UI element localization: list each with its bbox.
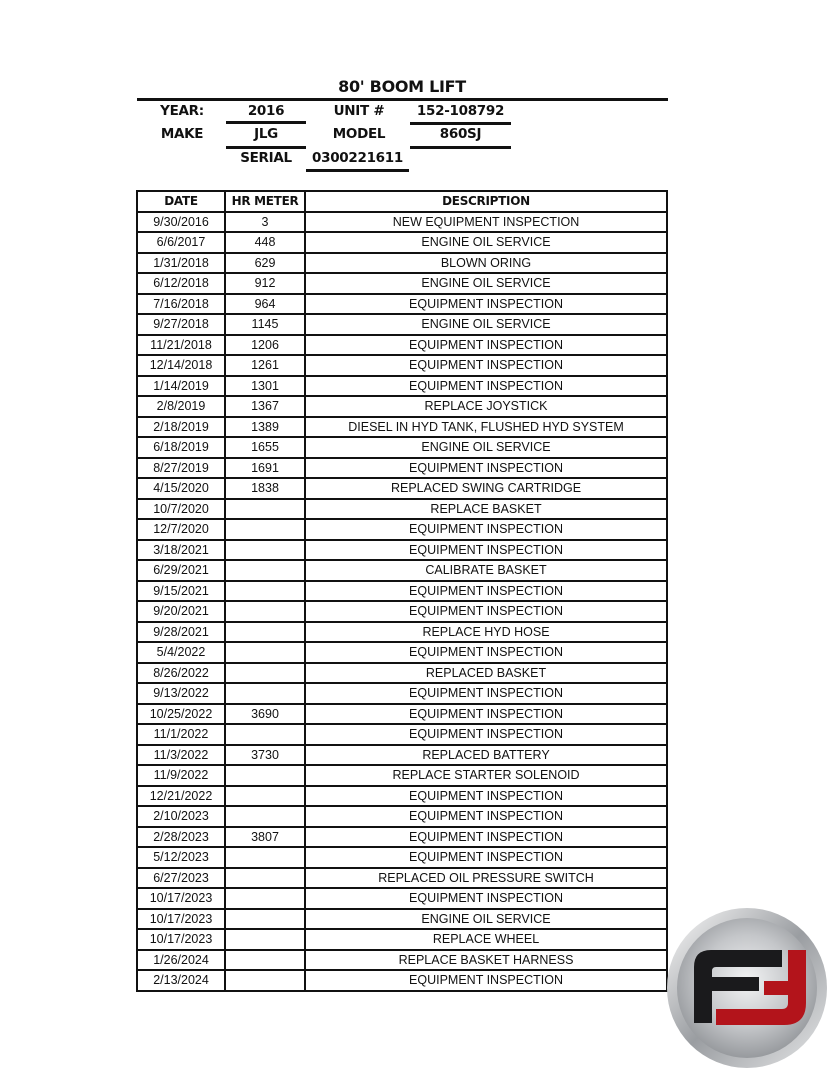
cell-hr-meter [225, 581, 305, 602]
unit-value: 152-108792 [416, 103, 505, 119]
cell-description: REPLACE BASKET HARNESS [305, 950, 667, 971]
cell-hr-meter: 1691 [225, 458, 305, 479]
cell-description: REPLACED SWING CARTRIDGE [305, 478, 667, 499]
cell-date: 2/10/2023 [137, 806, 225, 827]
table-row [137, 786, 667, 807]
cell-hr-meter: 3 [225, 212, 305, 233]
cell-date: 9/15/2021 [137, 581, 225, 602]
cell-hr-meter: 912 [225, 273, 305, 294]
cell-description: EQUIPMENT INSPECTION [305, 704, 667, 725]
cell-hr-meter [225, 560, 305, 581]
cell-hr-meter [225, 683, 305, 704]
cell-description: CALIBRATE BASKET [305, 560, 667, 581]
cell-hr-meter [225, 847, 305, 868]
cell-date: 1/31/2018 [137, 253, 225, 274]
table-row [137, 601, 667, 622]
table-row [137, 868, 667, 889]
cell-hr-meter: 1389 [225, 417, 305, 438]
cell-hr-meter [225, 642, 305, 663]
table-row [137, 396, 667, 417]
serial-value: 0300221611 [312, 150, 403, 166]
cell-hr-meter: 1145 [225, 314, 305, 335]
cell-description: EQUIPMENT INSPECTION [305, 806, 667, 827]
cell-hr-meter: 448 [225, 232, 305, 253]
cell-date: 10/17/2023 [137, 929, 225, 950]
cell-date: 11/21/2018 [137, 335, 225, 356]
cell-date: 6/29/2021 [137, 560, 225, 581]
cell-hr-meter [225, 765, 305, 786]
table-row [137, 355, 667, 376]
table-row [137, 212, 667, 233]
cell-date: 9/28/2021 [137, 622, 225, 643]
table-row [137, 499, 667, 520]
cell-description: EQUIPMENT INSPECTION [305, 581, 667, 602]
cell-hr-meter [225, 540, 305, 561]
cell-date: 11/9/2022 [137, 765, 225, 786]
table-header-row [137, 191, 667, 212]
cell-hr-meter [225, 601, 305, 622]
cell-date: 12/14/2018 [137, 355, 225, 376]
cell-description: EQUIPMENT INSPECTION [305, 970, 667, 991]
cell-hr-meter [225, 950, 305, 971]
table-row [137, 540, 667, 561]
cell-hr-meter: 629 [225, 253, 305, 274]
maintenance-log-table [136, 190, 668, 992]
year-value: 2016 [247, 103, 285, 119]
cell-date: 5/12/2023 [137, 847, 225, 868]
year-label: YEAR: [160, 103, 204, 119]
table-row [137, 704, 667, 725]
table-body [137, 212, 667, 991]
cell-hr-meter [225, 929, 305, 950]
cell-date: 1/14/2019 [137, 376, 225, 397]
cell-description: REPLACED OIL PRESSURE SWITCH [305, 868, 667, 889]
cell-date: 6/6/2017 [137, 232, 225, 253]
make-underline [226, 146, 306, 149]
cell-description: REPLACE WHEEL [305, 929, 667, 950]
cell-date: 11/3/2022 [137, 745, 225, 766]
cell-hr-meter [225, 868, 305, 889]
cell-date: 2/18/2019 [137, 417, 225, 438]
fj-logo-icon [664, 905, 828, 1071]
column-header-description: DESCRIPTION [305, 191, 667, 212]
cell-description: EQUIPMENT INSPECTION [305, 888, 667, 909]
cell-description: REPLACED BASKET [305, 663, 667, 684]
cell-hr-meter [225, 909, 305, 930]
table-row [137, 253, 667, 274]
column-header-hr-meter: HR METER [225, 191, 305, 212]
cell-description: EQUIPMENT INSPECTION [305, 642, 667, 663]
table-row [137, 663, 667, 684]
cell-date: 2/8/2019 [137, 396, 225, 417]
cell-date: 2/13/2024 [137, 970, 225, 991]
cell-hr-meter [225, 499, 305, 520]
table-row [137, 642, 667, 663]
cell-hr-meter [225, 970, 305, 991]
table-row [137, 376, 667, 397]
cell-description: ENGINE OIL SERVICE [305, 909, 667, 930]
cell-description: ENGINE OIL SERVICE [305, 437, 667, 458]
make-value: JLG [254, 126, 278, 142]
cell-date: 6/18/2019 [137, 437, 225, 458]
cell-hr-meter: 1367 [225, 396, 305, 417]
table-row [137, 888, 667, 909]
cell-description: EQUIPMENT INSPECTION [305, 683, 667, 704]
cell-description: EQUIPMENT INSPECTION [305, 827, 667, 848]
cell-date: 8/26/2022 [137, 663, 225, 684]
cell-date: 10/7/2020 [137, 499, 225, 520]
table-row [137, 581, 667, 602]
table-row [137, 335, 667, 356]
serial-underline [306, 169, 409, 172]
cell-description: EQUIPMENT INSPECTION [305, 519, 667, 540]
cell-description: REPLACE HYD HOSE [305, 622, 667, 643]
cell-description: REPLACE BASKET [305, 499, 667, 520]
cell-date: 6/27/2023 [137, 868, 225, 889]
cell-hr-meter [225, 622, 305, 643]
cell-hr-meter [225, 888, 305, 909]
table-row [137, 806, 667, 827]
cell-description: REPLACE STARTER SOLENOID [305, 765, 667, 786]
table-row [137, 909, 667, 930]
cell-date: 2/28/2023 [137, 827, 225, 848]
document-title: 80' BOOM LIFT [338, 77, 466, 96]
model-underline [410, 146, 511, 149]
year-underline [226, 121, 306, 124]
cell-description: NEW EQUIPMENT INSPECTION [305, 212, 667, 233]
cell-description: EQUIPMENT INSPECTION [305, 355, 667, 376]
cell-hr-meter [225, 724, 305, 745]
table-row [137, 970, 667, 991]
cell-hr-meter: 3690 [225, 704, 305, 725]
cell-date: 3/18/2021 [137, 540, 225, 561]
cell-description: REPLACE JOYSTICK [305, 396, 667, 417]
table-row [137, 929, 667, 950]
table-row [137, 765, 667, 786]
cell-date: 5/4/2022 [137, 642, 225, 663]
cell-description: ENGINE OIL SERVICE [305, 273, 667, 294]
cell-description: EQUIPMENT INSPECTION [305, 847, 667, 868]
cell-hr-meter [225, 786, 305, 807]
table-row [137, 519, 667, 540]
cell-hr-meter: 1838 [225, 478, 305, 499]
column-header-date: DATE [137, 191, 225, 212]
table-row [137, 294, 667, 315]
cell-date: 9/27/2018 [137, 314, 225, 335]
table-row [137, 417, 667, 438]
table-row [137, 232, 667, 253]
cell-description: EQUIPMENT INSPECTION [305, 458, 667, 479]
cell-hr-meter: 1206 [225, 335, 305, 356]
table-row [137, 560, 667, 581]
table-row [137, 745, 667, 766]
cell-hr-meter [225, 663, 305, 684]
table-row [137, 458, 667, 479]
serial-label: SERIAL [240, 150, 292, 166]
cell-description: EQUIPMENT INSPECTION [305, 540, 667, 561]
cell-date: 7/16/2018 [137, 294, 225, 315]
table-row [137, 683, 667, 704]
cell-hr-meter: 3807 [225, 827, 305, 848]
cell-description: EQUIPMENT INSPECTION [305, 376, 667, 397]
model-value: 860SJ [439, 126, 482, 142]
unit-label: UNIT # [333, 103, 385, 119]
table-row [137, 273, 667, 294]
cell-description: EQUIPMENT INSPECTION [305, 724, 667, 745]
model-label: MODEL [332, 126, 386, 142]
cell-date: 10/17/2023 [137, 888, 225, 909]
cell-description: EQUIPMENT INSPECTION [305, 786, 667, 807]
cell-date: 9/20/2021 [137, 601, 225, 622]
cell-date: 11/1/2022 [137, 724, 225, 745]
table-row [137, 622, 667, 643]
cell-date: 10/17/2023 [137, 909, 225, 930]
cell-date: 1/26/2024 [137, 950, 225, 971]
cell-date: 8/27/2019 [137, 458, 225, 479]
cell-description: EQUIPMENT INSPECTION [305, 294, 667, 315]
table-row [137, 478, 667, 499]
table-row [137, 847, 667, 868]
cell-description: EQUIPMENT INSPECTION [305, 601, 667, 622]
unit-underline [410, 122, 511, 125]
cell-date: 9/30/2016 [137, 212, 225, 233]
title-rule [137, 98, 668, 101]
table-row [137, 314, 667, 335]
cell-date: 12/21/2022 [137, 786, 225, 807]
cell-description: ENGINE OIL SERVICE [305, 314, 667, 335]
table-row [137, 724, 667, 745]
cell-description: REPLACED BATTERY [305, 745, 667, 766]
table-row [137, 950, 667, 971]
cell-description: ENGINE OIL SERVICE [305, 232, 667, 253]
table-row [137, 437, 667, 458]
make-label: MAKE [160, 126, 204, 142]
cell-description: BLOWN ORING [305, 253, 667, 274]
cell-date: 10/25/2022 [137, 704, 225, 725]
cell-hr-meter: 3730 [225, 745, 305, 766]
cell-hr-meter [225, 806, 305, 827]
cell-hr-meter: 1301 [225, 376, 305, 397]
cell-description: DIESEL IN HYD TANK, FLUSHED HYD SYSTEM [305, 417, 667, 438]
cell-hr-meter: 1261 [225, 355, 305, 376]
cell-description: EQUIPMENT INSPECTION [305, 335, 667, 356]
cell-date: 6/12/2018 [137, 273, 225, 294]
fj-logo-graphic [664, 905, 828, 1071]
cell-hr-meter: 964 [225, 294, 305, 315]
cell-date: 9/13/2022 [137, 683, 225, 704]
table-row [137, 827, 667, 848]
cell-date: 12/7/2020 [137, 519, 225, 540]
cell-hr-meter [225, 519, 305, 540]
cell-date: 4/15/2020 [137, 478, 225, 499]
cell-hr-meter: 1655 [225, 437, 305, 458]
